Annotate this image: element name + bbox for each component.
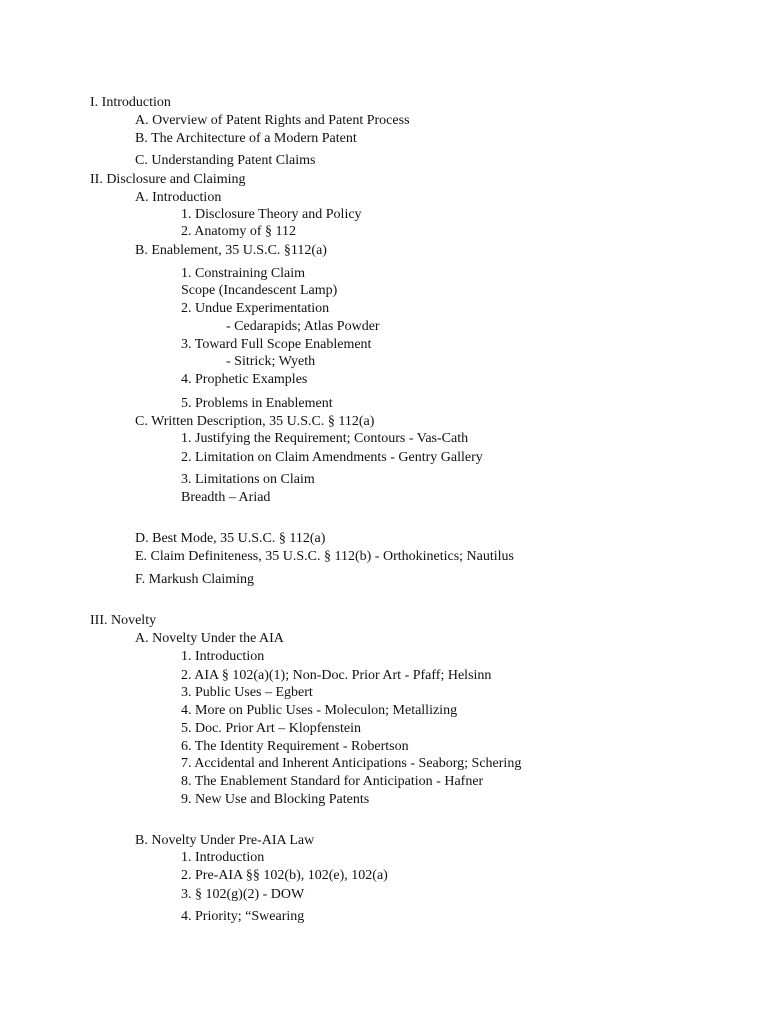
outline-item: 6. The Identity Requirement - Robertson [181,739,409,754]
section-heading: III. Novelty [90,613,157,628]
outline-item-continuation: Breadth – Ariad [181,490,271,505]
subsection-heading: A. Overview of Patent Rights and Patent Process [135,113,410,128]
subsection-heading: B. Enablement, 35 U.S.C. §112(a) [135,243,327,258]
outline-item: 4. More on Public Uses - Moleculon; Metallizing [181,703,458,718]
outline-item: 1. Constraining Claim [181,266,306,281]
outline-item: 2. Limitation on Claim Amendments - Gentry Gallery [181,450,483,465]
subsection-heading: A. Introduction [135,190,222,205]
outline-item: 3. Limitations on Claim [181,472,315,487]
case-citation: - Sitrick; Wyeth [226,354,316,369]
outline-item: 5. Problems in Enablement [181,396,333,411]
outline-item: 3. § 102(g)(2) - DOW [181,887,305,902]
outline-item: 2. Anatomy of § 112 [181,224,296,239]
outline-item: 4. Prophetic Examples [181,372,308,387]
outline-item: 4. Priority; “Swearing [181,909,305,924]
subsection-heading: C. Understanding Patent Claims [135,153,316,168]
outline-item: 9. New Use and Blocking Patents [181,792,370,807]
outline-item: 1. Introduction [181,649,265,664]
section-heading: II. Disclosure and Claiming [90,172,246,187]
subsection-heading: D. Best Mode, 35 U.S.C. § 112(a) [135,531,326,546]
outline-item: 3. Toward Full Scope Enablement [181,337,372,352]
outline-item-continuation: Scope (Incandescent Lamp) [181,283,338,298]
outline-item: 2. AIA § 102(a)(1); Non-Doc. Prior Art - Pfaff; Helsinn [181,668,492,683]
subsection-heading: B. Novelty Under Pre-AIA Law [135,833,315,848]
outline-item: 1. Disclosure Theory and Policy [181,207,362,222]
case-citation: - Cedarapids; Atlas Powder [226,319,380,334]
subsection-heading: C. Written Description, 35 U.S.C. § 112(a) [135,414,375,429]
section-heading: I. Introduction [90,95,171,110]
outline-item: 2. Pre-AIA §§ 102(b), 102(e), 102(a) [181,868,388,883]
outline-item: 8. The Enablement Standard for Anticipation - Hafner [181,774,484,789]
outline-item: 7. Accidental and Inherent Anticipations - Seaborg; Schering [181,756,522,771]
subsection-heading: E. Claim Definiteness, 35 U.S.C. § 112(b) - Orthokinetics; Nautilus [135,549,514,564]
outline-item: 2. Undue Experimentation [181,301,330,316]
outline-item: 1. Introduction [181,850,265,865]
subsection-heading: A. Novelty Under the AIA [135,631,284,646]
subsection-heading: F. Markush Claiming [135,572,255,587]
outline-item: 1. Justifying the Requirement; Contours - Vas-Cath [181,431,469,446]
subsection-heading: B. The Architecture of a Modern Patent [135,131,357,146]
outline-item: 3. Public Uses – Egbert [181,685,313,700]
outline-item: 5. Doc. Prior Art – Klopfenstein [181,721,362,736]
